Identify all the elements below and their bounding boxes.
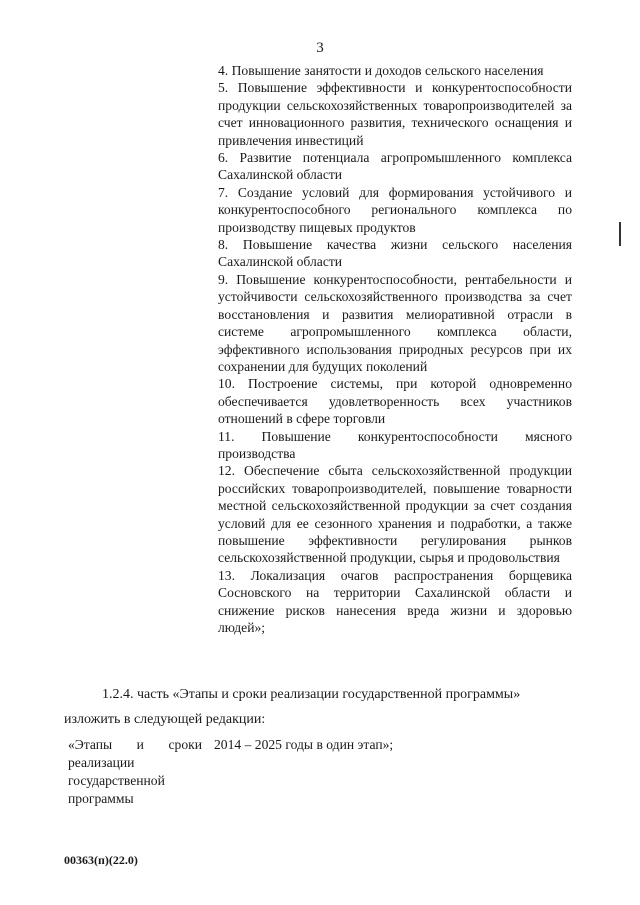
stages-value: 2014 – 2025 годы в один этап»; [214,737,394,752]
goal-item-10: 10. Построение системы, при которой одновременно обеспечивается удовлетворенность всех участников отношений в сфере торговли [218,376,572,427]
document-code: 00363(п)(22.0) [64,853,138,867]
goal-item-4: 4. Повышение занятости и доходов сельского населения [218,63,544,78]
clause-text: 1.2.4. часть «Этапы и сроки реализации государственной программы» [102,687,521,702]
page-number: 3 [316,40,324,56]
goal-item-9: 9. Повышение конкурентоспособности, рентабельности и устойчивости сельскохозяйственного производства за счет восстановления и развития мелиоративной отрасли в системе агропромышленного комплекса области, эффективного использования природных ресурсов при их сохранении для будущих поколений [218,271,572,374]
goal-item-8: 8. Повышение качества жизни сельского населения Сахалинской области [218,237,572,270]
goal-item-11: 11. Повышение конкурентоспособности мясного производства [218,428,572,461]
goal-item-6: 6. Развитие потенциала агропромышленного комплекса Сахалинской области [218,150,572,183]
stages-label: «Этапы и сроки реализации государственной программы [68,737,202,806]
goal-item-5: 5. Повышение эффективности и конкурентоспособности продукции сельскохозяйственных товаропроизводителей за счет инновационного развития, технического оснащения и привлечения инвестиций [218,80,572,148]
goal-item-13: 13. Локализация очагов распространения борщевика Сосновского на территории Сахалинской области и снижение рисков нанесения вреда жизни и здоровью людей»; [218,567,572,635]
goals-list [218,62,572,636]
clause-tail-text: изложить в следующей редакции: [64,712,266,727]
goal-item-7: 7. Создание условий для формирования устойчивого и конкурентоспособного регионального комплекса по производству пищевых продуктов [218,184,572,235]
goal-item-12: 12. Обеспечение сбыта сельскохозяйственной продукции российских товаропроизводителей, повышение товарности местной сельскохозяйственной продукции за счет создания условий для ее сезонного хранения и подработки, а также повышение эффективности регулирования рынков сельскохозяйственной продукции, сырья и продовольствия [218,463,572,566]
margin-mark [619,222,621,246]
